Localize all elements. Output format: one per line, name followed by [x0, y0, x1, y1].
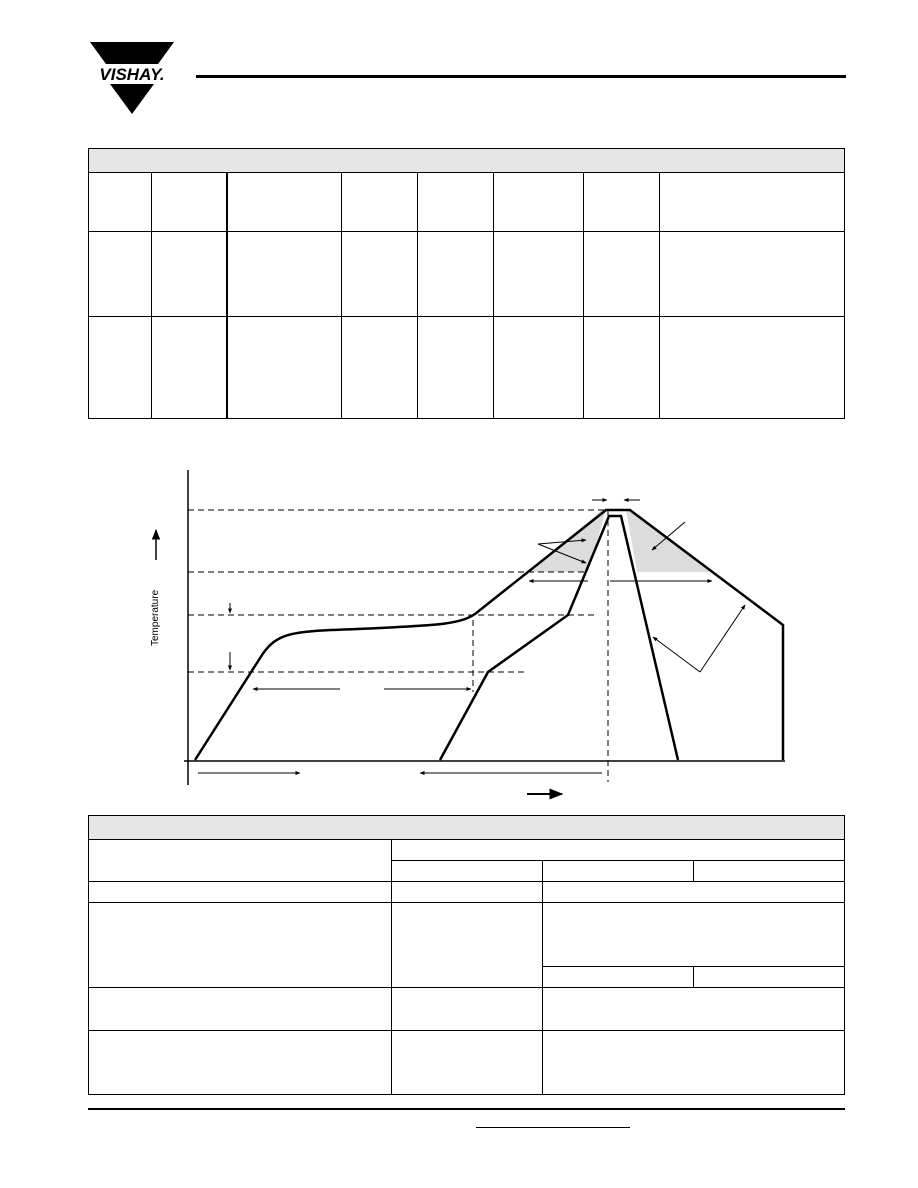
- table-column-divider: [226, 173, 228, 418]
- table-row-divider: [89, 987, 844, 988]
- footer-rule: [88, 1108, 845, 1110]
- cooling-pointer-arrow: [700, 605, 745, 672]
- table-column-divider: [417, 173, 418, 418]
- table-row-divider: [89, 316, 844, 317]
- table-column-divider: [493, 173, 494, 418]
- ordering-table: [88, 148, 845, 419]
- header-rule: [196, 75, 846, 78]
- table-column-divider: [583, 173, 584, 418]
- table-column-divider: [659, 173, 660, 418]
- table-column-divider: [341, 173, 342, 418]
- table-column-divider: [151, 173, 152, 418]
- table-column-divider: [542, 860, 543, 1094]
- table-row-divider: [89, 231, 844, 232]
- footer-link-underline: [476, 1127, 630, 1128]
- shaded-region-right: [626, 510, 710, 572]
- reflow-table-header: [89, 816, 844, 840]
- table-column-divider: [693, 860, 694, 882]
- table-row-divider: [89, 881, 844, 882]
- y-axis-label: Temperature: [150, 589, 161, 646]
- vishay-logo: [86, 40, 178, 116]
- ordering-table-header: [89, 149, 844, 173]
- table-row-divider: [89, 1030, 844, 1031]
- table-column-divider: [693, 966, 694, 988]
- cooling-pointer-arrow: [653, 637, 700, 672]
- logo-wordmark: VISHAY.: [99, 65, 165, 84]
- reflow-profile-curve: [195, 510, 783, 760]
- table-row-divider: [542, 966, 844, 967]
- table-row-divider: [391, 860, 844, 861]
- reflow-parameters-table: [88, 815, 845, 1095]
- table-column-divider: [391, 840, 392, 1094]
- reflow-profile-chart: [140, 460, 800, 805]
- table-row-divider: [89, 902, 844, 903]
